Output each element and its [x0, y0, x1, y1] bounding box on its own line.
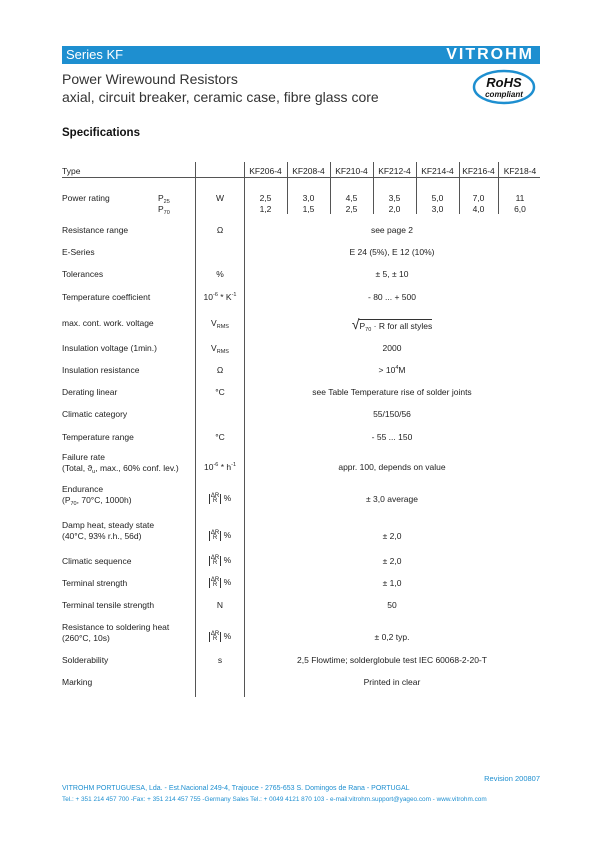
endurance-label: Endurance: [62, 484, 104, 494]
series-label: Series KF: [66, 47, 124, 62]
column-divider: [244, 162, 245, 697]
insulation-resistance-label: Insulation resistance: [62, 365, 140, 375]
rohs-text: RoHS: [486, 75, 522, 90]
derating-value: see Table Temperature rise of solder joints: [312, 387, 472, 397]
max-voltage-label: max. cont. work. voltage: [62, 318, 154, 328]
power-value: 2,5: [345, 204, 358, 214]
rohs-badge-icon: [472, 69, 536, 105]
insulation-voltage-value: 2000: [382, 343, 402, 353]
max-voltage-unit: $V_{RMS}$: [211, 318, 229, 330]
endurance-conditions: ($P_{70}$, 70°C, 1000h): [62, 495, 132, 507]
failure-rate-label: Failure rate: [62, 452, 105, 462]
power-value: 1,5: [302, 204, 315, 214]
marking-value: Printed in clear: [363, 677, 421, 687]
soldering-heat-conditions: (260°C, 10s): [62, 633, 110, 643]
e-series-label: E-Series: [62, 247, 95, 257]
solderability-label: Solderability: [62, 655, 109, 665]
e-series-value: E 24 (5%), E 12 (10%): [349, 247, 435, 257]
climatic-category-label: Climatic category: [62, 409, 128, 419]
failure-rate-conditions: (Total, $ϑ_u$, max., 60% conf. lev.): [62, 463, 179, 475]
column-header: KF210-4: [335, 166, 368, 176]
temp-coefficient-value: - 80 ... + 500: [368, 292, 416, 302]
power-value: 11: [515, 193, 525, 203]
column-header: KF208-4: [292, 166, 325, 176]
tolerances-value: ± 5, ± 10: [375, 269, 409, 279]
power-value: 5,0: [431, 193, 444, 203]
product-title: Power Wirewound Resistors: [62, 71, 238, 87]
damp-heat-value: ± 2,0: [382, 531, 402, 541]
delta-r-icon: ΔR R: [210, 554, 220, 566]
power-value: 3,0: [431, 204, 444, 214]
insulation-resistance-unit: Ω: [216, 365, 224, 375]
failure-rate-unit: $10^{-6} * h^{-1}$: [203, 462, 236, 472]
damp-heat-unit: ΔR R %: [210, 529, 232, 541]
power-value: 1,2: [259, 204, 272, 214]
power-unit: W: [215, 193, 225, 203]
power-value: 4,0: [472, 204, 485, 214]
power-value: 2,0: [388, 204, 401, 214]
column-header: KF216-4: [462, 166, 495, 176]
column-header: KF212-4: [378, 166, 411, 176]
power-value: 4,5: [345, 193, 358, 203]
terminal-strength-label: Terminal strength: [62, 578, 128, 588]
solderability-unit: s: [217, 655, 223, 665]
climatic-sequence-label: Climatic sequence: [62, 556, 132, 566]
soldering-heat-value: ± 0,2 typ.: [374, 632, 410, 642]
tolerances-unit: %: [216, 269, 224, 279]
derating-label: Derating linear: [62, 387, 118, 397]
derating-unit: °C: [215, 387, 225, 397]
endurance-unit: ΔR R %: [210, 492, 232, 504]
insulation-voltage-label: Insulation voltage (1min.): [62, 343, 157, 353]
power-value: 7,0: [472, 193, 485, 203]
climatic-sequence-value: ± 2,0: [382, 556, 402, 566]
power-value: 2,5: [259, 193, 272, 203]
p25-label: $P_{25}$: [158, 193, 170, 205]
resistance-range-value: see page 2: [370, 225, 414, 235]
power-rating-label: Power rating: [62, 193, 110, 203]
specifications-heading: Specifications: [62, 127, 140, 139]
max-voltage-value: $√P_{70} \cdot R$ for all styles: [351, 316, 433, 333]
header-bar: [62, 46, 540, 64]
temperature-range-value: - 55 ... 150: [371, 432, 413, 442]
insulation-voltage-unit: $V_{RMS}$: [211, 343, 229, 355]
table-header-line: [62, 177, 540, 178]
failure-rate-value: appr. 100, depends on value: [338, 462, 446, 472]
terminal-strength-value: ± 1,0: [382, 578, 402, 588]
power-value: 6,0: [514, 204, 526, 214]
type-label: Type: [62, 166, 81, 176]
resistance-range-label: Resistance range: [62, 225, 129, 235]
delta-r-icon: ΔR R: [210, 576, 220, 588]
delta-r-icon: ΔR R: [210, 529, 220, 541]
column-header: KF218-4: [503, 166, 537, 176]
climatic-sequence-unit: ΔR R %: [210, 554, 232, 566]
delta-r-icon: ΔR R: [210, 630, 220, 642]
product-subtitle: axial, circuit breaker, ceramic case, fibre glass core: [62, 89, 379, 105]
power-value: 3,5: [388, 193, 401, 203]
footer-contact: Tel.: + 351 214 457 700 -Fax: + 351 214 457 755 -Germany Sales Tel.: + 0049 4121 870 103 - e-mail:vitrohm.support@yageo.com - www.vitrohm.com: [62, 796, 487, 803]
marking-label: Marking: [62, 677, 93, 687]
brand-logo: VITROHM: [446, 46, 534, 63]
tensile-strength-label: Terminal tensile strength: [62, 600, 155, 610]
terminal-strength-unit: ΔR R %: [210, 576, 232, 588]
temp-coefficient-label: Temperature coefficient: [62, 292, 151, 302]
endurance-value: ± 3,0 average: [366, 494, 418, 504]
column-divider: [195, 162, 196, 697]
sqrt-icon: √: [351, 316, 360, 332]
rohs-subtext: compliant: [485, 90, 523, 99]
tensile-strength-value: 50: [387, 600, 397, 610]
tolerances-label: Tolerances: [62, 269, 104, 279]
climatic-category-value: 55/150/56: [373, 409, 411, 419]
temperature-range-label: Temperature range: [62, 432, 134, 442]
damp-heat-label: Damp heat, steady state: [62, 520, 155, 530]
temp-coefficient-unit: $10^{-6} * K^{-1}$: [203, 292, 237, 302]
insulation-resistance-value: > $10^4M$: [378, 365, 406, 375]
footer-address: VITROHM PORTUGUESA, Lda. - Est.Nacional 249-4, Trajouce - 2765-653 S. Domingos de Rana - PORTUGAL: [62, 785, 410, 792]
damp-heat-conditions: (40°C, 93% r.h., 56d): [62, 531, 142, 541]
p70-label: $P_{70}$: [158, 204, 170, 216]
delta-r-icon: ΔR R: [210, 492, 220, 504]
power-value: 3,0: [302, 193, 315, 203]
solderability-value: 2,5 Flowtime; solderglobule test IEC 60068-2-20-T: [297, 655, 487, 665]
temperature-range-unit: °C: [215, 432, 225, 442]
soldering-heat-label: Resistance to soldering heat: [62, 622, 170, 632]
revision-label: Revision 200807: [484, 774, 540, 783]
resistance-range-unit: Ω: [216, 225, 224, 235]
soldering-heat-unit: ΔR R %: [210, 630, 232, 642]
column-header: KF206-4: [249, 166, 282, 176]
tensile-strength-unit: N: [216, 600, 224, 610]
column-header: KF214-4: [421, 166, 454, 176]
